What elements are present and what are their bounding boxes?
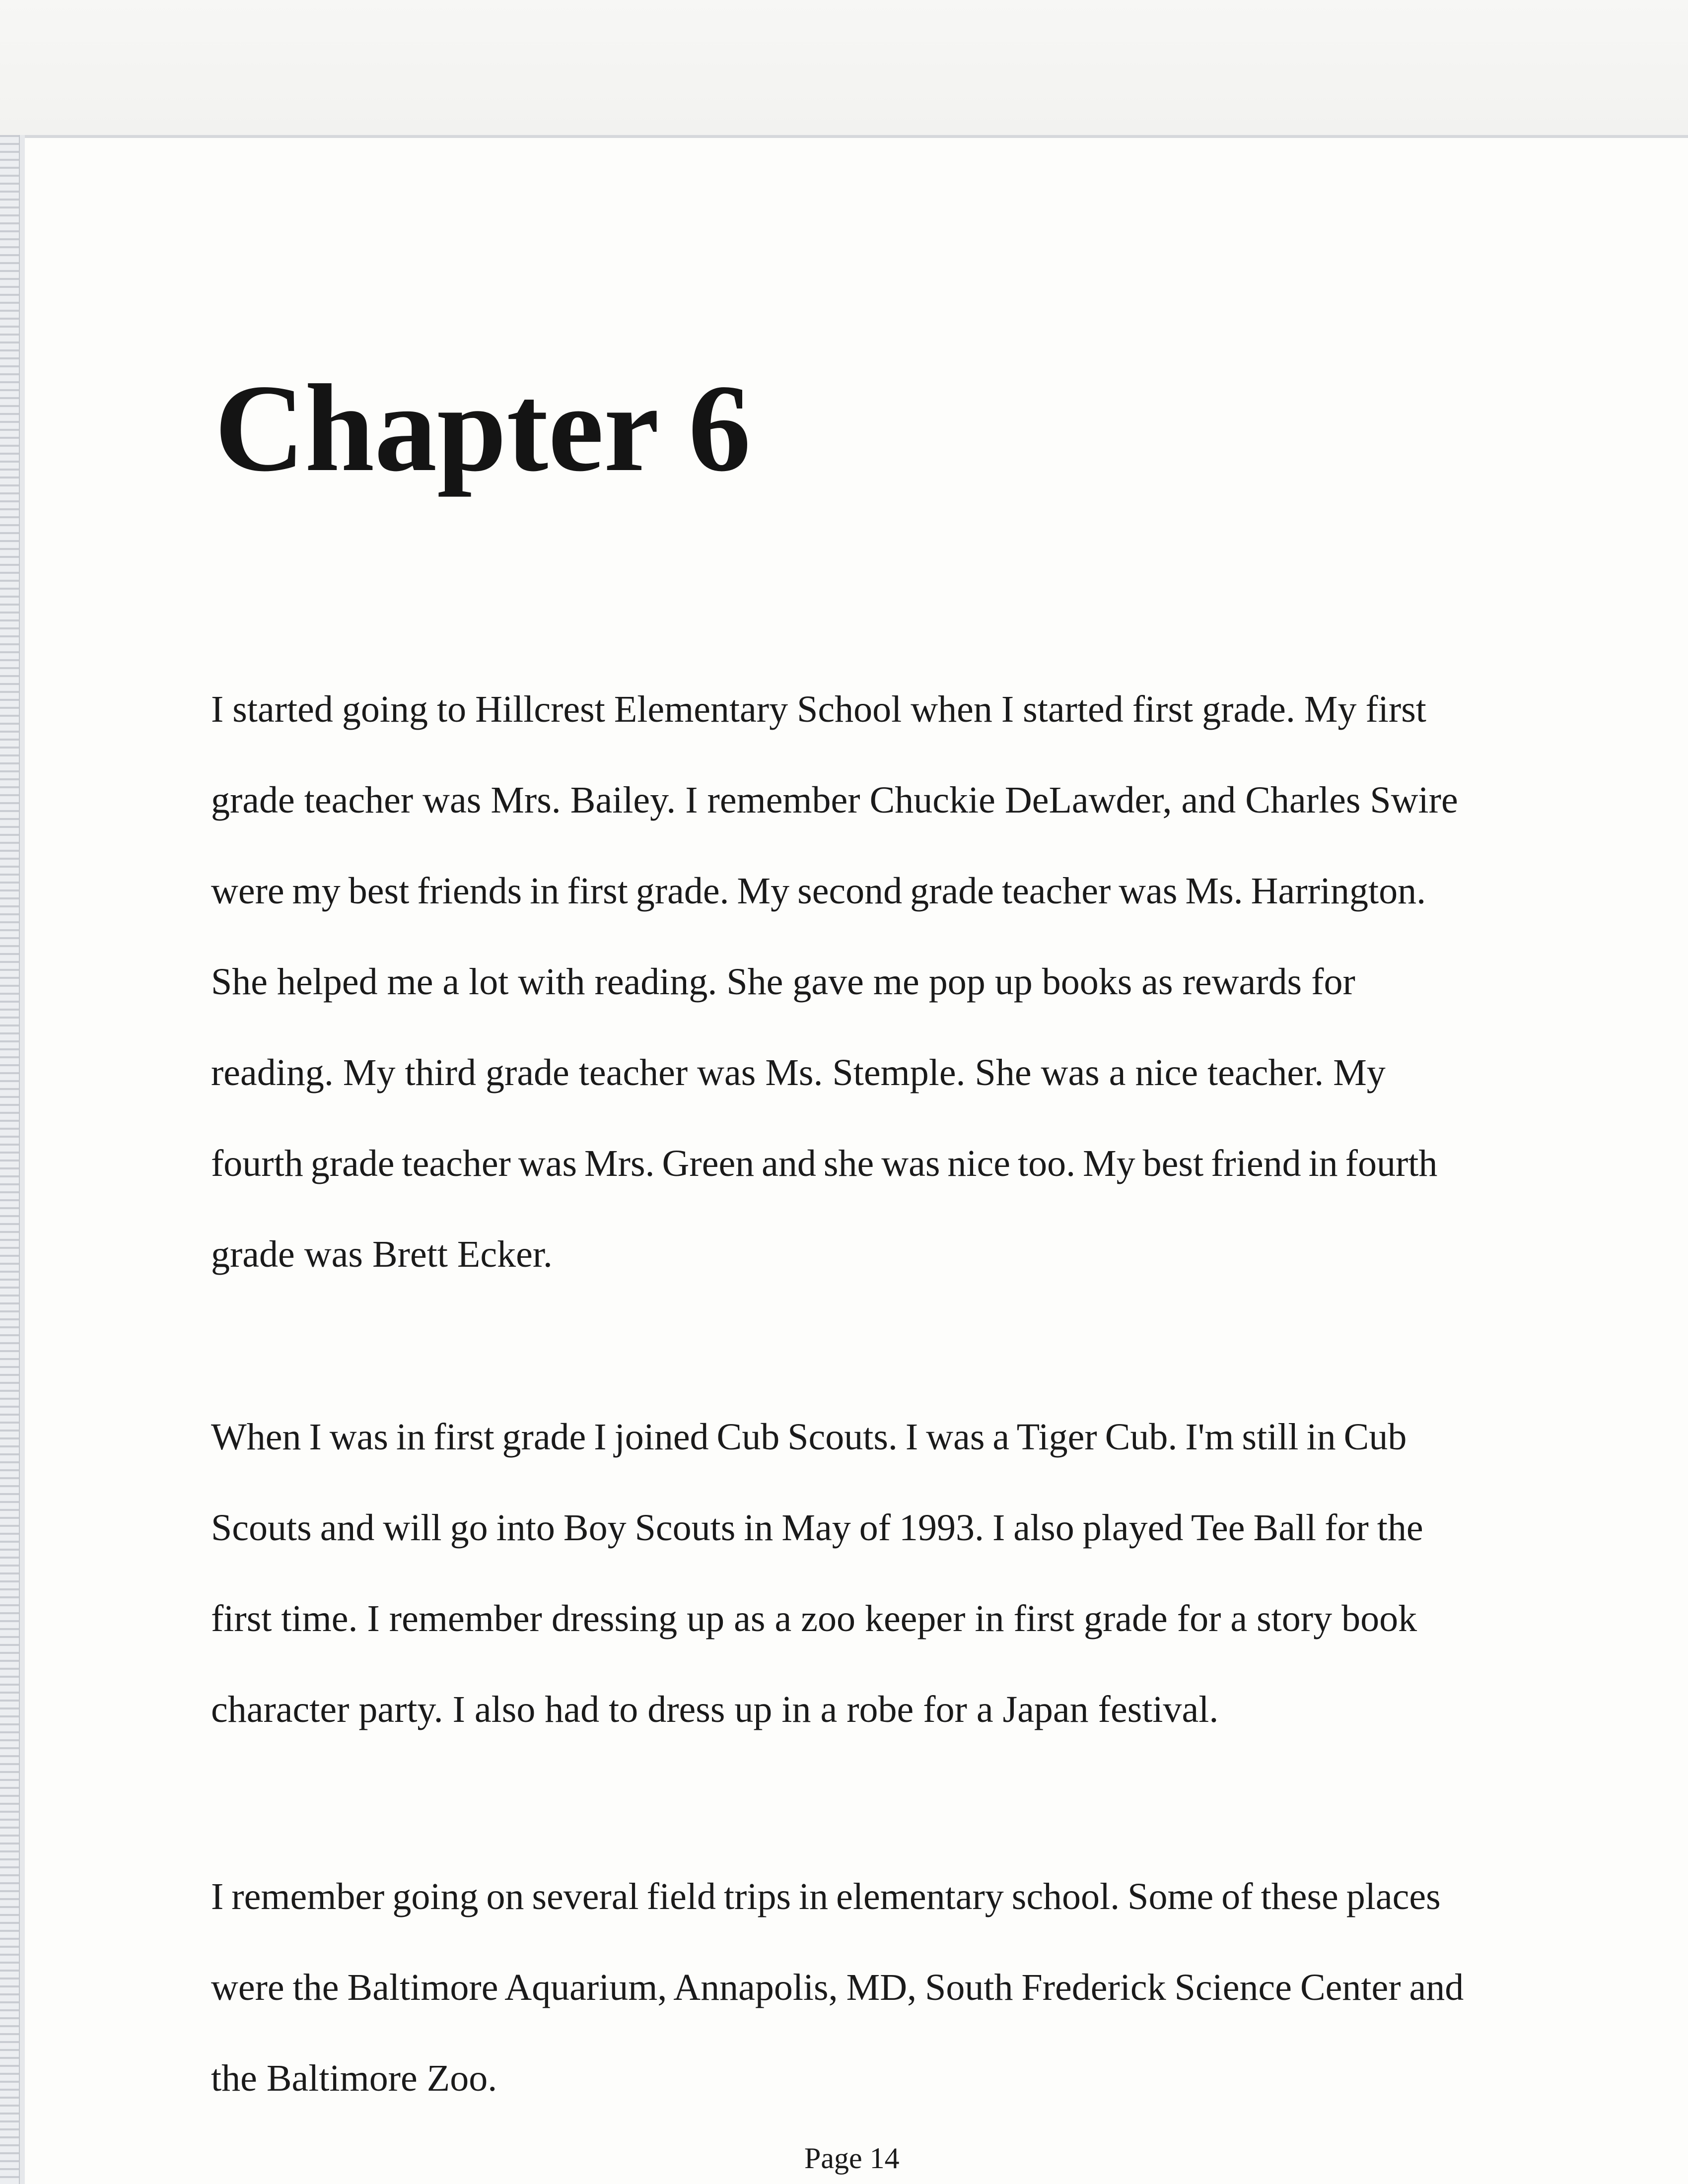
- text-line: I remember going on several field trips in elementary school. Some of these places: [211, 1876, 1441, 1917]
- paragraph-field-trips: [211, 1851, 1464, 2124]
- paragraph-school: [211, 664, 1458, 1300]
- text-line: grade was Brett Ecker.: [211, 1233, 553, 1275]
- text-line: I started going to Hillcrest Elementary School when I started first grade. My first: [211, 688, 1426, 730]
- text-line: grade teacher was Mrs. Bailey. I remember Chuckie DeLawder, and Charles Swire: [211, 779, 1458, 821]
- text-line: Scouts and will go into Boy Scouts in May of 1993. I also played Tee Ball for the: [211, 1507, 1423, 1549]
- paragraph-scouts: [211, 1392, 1423, 1755]
- text-line: When I was in first grade I joined Cub Scouts. I was a Tiger Cub. I'm still in Cub: [211, 1416, 1407, 1458]
- text-line: were the Baltimore Aquarium, Annapolis, MD, South Frederick Science Center and: [211, 1967, 1464, 2008]
- text-line: character party. I also had to dress up in a robe for a Japan festival.: [211, 1689, 1219, 1730]
- text-line: fourth grade teacher was Mrs. Green and she was nice too. My best friend in fourth: [211, 1143, 1438, 1184]
- text-line: the Baltimore Zoo.: [211, 2057, 497, 2099]
- scan-background: [0, 0, 1688, 135]
- text-line: first time. I remember dressing up as a zoo keeper in first grade for a story book: [211, 1598, 1417, 1639]
- text-line: were my best friends in first grade. My second grade teacher was Ms. Harrington.: [211, 870, 1426, 912]
- chapter-title: Chapter 6: [214, 358, 751, 497]
- text-line: reading. My third grade teacher was Ms. Stemple. She was a nice teacher. My: [211, 1052, 1386, 1093]
- binding-strip: [0, 135, 20, 2184]
- page-number: Page 14: [804, 2142, 900, 2175]
- binding-edge: [20, 135, 25, 2184]
- text-line: She helped me a lot with reading. She gave me pop up books as rewards for: [211, 961, 1355, 1003]
